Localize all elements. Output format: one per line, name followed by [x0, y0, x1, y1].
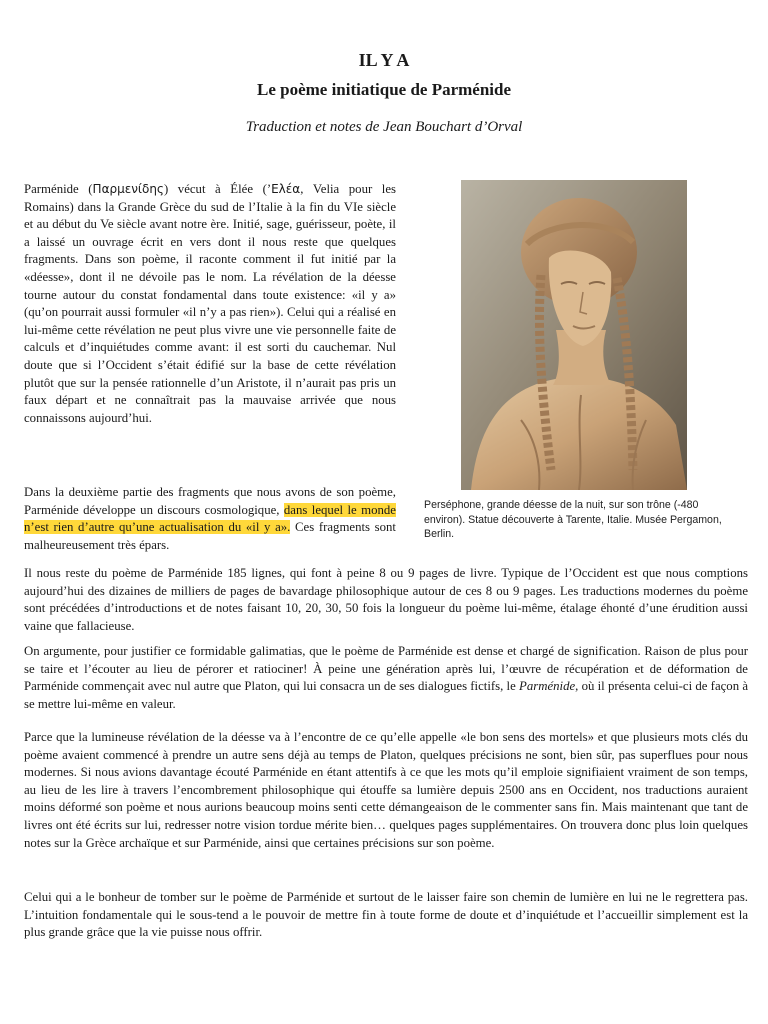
dialogue-title: Parménide [519, 679, 576, 694]
intro-text-c: , Velia pour les Romains) dans la Grande Grèce du sud de l’Italie à la fin du VIe siècle et au début du Ve siècle avant notre ère. Initié, sage, guérisseur, poète, il a laissé un ouvrage écrit en vers dont il nous reste que quelques fragments. Dans son poème, il raconte comment il fut initié par la «déesse», dont il ne dévoile pas le nom. La révélation de la déesse tourne autour du constat fondamental dans toute existence: «il y a» (qu’on pourrait aussi formuler «il n’y a pas rien»). Celui qui a réalisé en lui-même cette révélation ne peut plus vivre une vie personnelle faite de calculs et d’inquiétudes comme avant: il est sorti du cauchemar. Nul doute que si l’Occident s’était édifié sur la base de cette révélation plutôt que sur la pensée rationnelle d’un Aristote, il n’aurait pas pris un faux départ et ne connaîtrait pas la mauvaise arrivée que nous connaissons aujourd’hui. [24, 182, 396, 425]
greek-name-elea: Ελέα [271, 182, 301, 196]
remaining-lines-paragraph: Il nous reste du poème de Parménide 185 lignes, qui font à peine 8 ou 9 pages de livre. Typique de l’Occident est que nous comptions aujourd’hui des dizaines de milliers de pages de bavardage philosophique autour de ces 8 ou 9 pages. Les traductions modernes du poème sont précédées d’introductions et de notes faisant 10, 20, 30, 50 fois la longueur du poème lui-même, étalage éhonté d’une érudition aussi vaine que fallacieuse. [24, 566, 748, 633]
argument-paragraph [24, 643, 748, 713]
highlighted-passage: dans lequel le monde n’est rien d’autre qu’une actualisation du «il y a». [24, 502, 396, 535]
greek-name-parmenides: Παρμενίδης [92, 182, 164, 196]
persephone-statue-image [461, 180, 687, 490]
revelation-paragraph: Parce que la lumineuse révélation de la déesse va à l’encontre de ce qu’elle appelle «le bon sens des mortels» et que plusieurs mots clés du poème avaient commencé à prendre un autre sens déjà au temps de Platon, quelques précisions ne sont, bien sûr, pas superflues pour nous modernes. Si nous avions davantage écouté Parménide en étant attentifs à ce que les mots qu’il emploie signifiaient vraiment de son temps, au lieu de les lire à travers l’encombrement philosophique qui étouffe sa lumière depuis 2500 ans en Occident, nos traductions auraient moins déformé son poème et nous aurions beaucoup moins senti cette démangeaison de le commenter sans fin. Mais maintenant que tant de livres ont été écrits sur lui, redresser notre vision tordue mérite bien… quelques pages supplémentaires. On trouvera donc plus loin quelques notes sur la Grèce archaïque et sur Parménide, ainsi que certaines précisions sur son poème. [24, 730, 748, 850]
intro-text-b: ) vécut à Élée (’ [163, 182, 272, 196]
document-title: IL Y A [358, 50, 410, 70]
translation-byline: Traduction et notes de Jean Bouchart d’Orval [245, 119, 523, 135]
cosmology-text-a: Dans la deuxième partie des fragments que nous avons de son poème, Parménide développe un discours cosmologique, [24, 485, 396, 517]
argument-text-b: , où il présenta celui-ci de façon à se mettre lui-même en valeur. [24, 679, 749, 711]
figure-caption: Perséphone, grande déesse de la nuit, sur son trône (-480 environ). Statue découverte à Tarente, Italie. Musée Pergamon, Berlin. [424, 499, 722, 540]
intro-paragraph [24, 181, 396, 427]
closing-paragraph: Celui qui a le bonheur de tomber sur le poème de Parménide et surtout de le laisser faire son chemin de lumière en lui ne le regrettera pas. L’intuition fondamentale qui le sous-tend a le pouvoir de mettre fin à toute forme de doute et d’inquiétude et l’accueillir simplement est la plus grande grâce que la vie puisse nous offrir. [24, 890, 748, 940]
argument-text-a: On argumente, pour justifier ce formidable galimatias, que le poème de Parménide est dense et chargé de signification. Raison de plus pour se taire et l’écouter au lieu de pérorer et ratiociner! À peine une génération après lui, l’œuvre de récupération et de déformation de Parménide commençait avec nul autre que Platon, qui lui consacra un de ses dialogues fictifs, le [24, 644, 748, 694]
cosmology-text-b: Ces fragments sont malheureusement très épars. [24, 520, 396, 552]
cosmology-paragraph [24, 484, 396, 554]
document-subtitle: Le poème initiatique de Parménide [256, 80, 512, 99]
intro-text-a: Parménide ( [24, 182, 93, 196]
